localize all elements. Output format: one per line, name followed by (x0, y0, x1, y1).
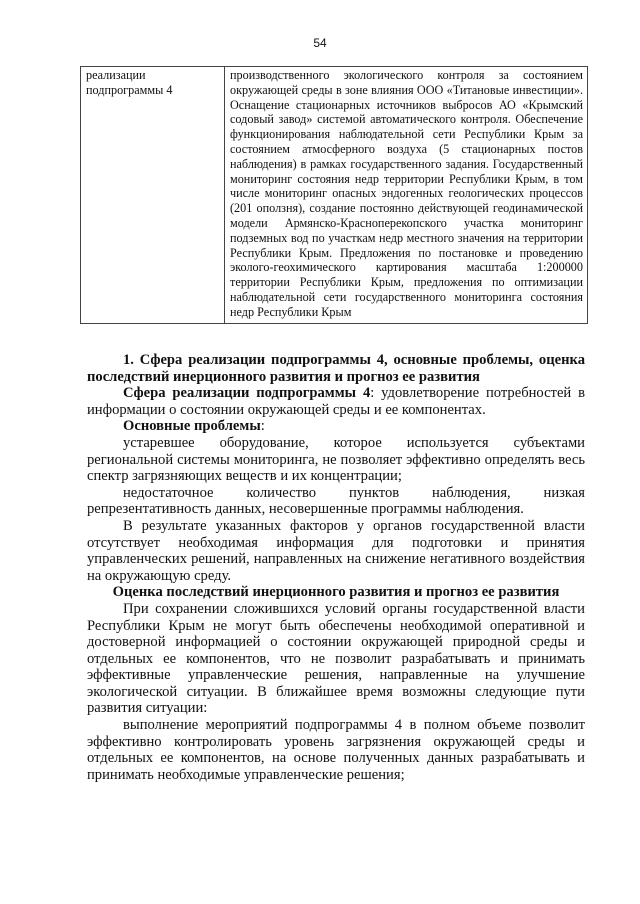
table-row (81, 67, 588, 324)
sphere-paragraph (87, 385, 585, 418)
sphere-label: Сфера реализации подпрограммы 4 (123, 385, 371, 402)
problem-item-2: недостаточное количество пунктов наблюдения, низкая репрезентативность данных, несовершенные программы наблюдения. (87, 484, 585, 518)
path-item-1: выполнение мероприятий подпрограммы 4 в полном объеме позволит эффективно контролировать уровень загрязнения окружающей среды и отдельных ее компонентов, на основе полученных данных разрабатывать и принимать необходимые управленческие решения; (87, 717, 585, 783)
forecast-heading: Оценка последствий инерционного развития и прогноз ее развития (112, 584, 560, 601)
problems-paragraph (87, 418, 585, 435)
section-heading: 1. Сфера реализации подпрограммы 4, основные проблемы, оценка последствий инерционного развития и прогноз ее развития (87, 352, 585, 385)
section-body (87, 352, 585, 783)
table-cell-content: производственного экологического контроля за состоянием окружающей среды в зоне влияния ООО «Титановые инвестиции». Оснащение стационарных источников выбросов АО «Крымский содовый завод» системой автоматического контроля. Обеспечение функционирования наблюдательной сети Республики Крым за состоянием атмосферного воздуха (5 стационарных постов наблюдения) в рамках государственного задания. Государственный мониторинг состояния недр территории Республики Крым, в том числе мониторинг опасных эндогенных геологических процессов (201 оползня), создание постоянно действующей геодинамической модели Армянско-Красноперекопского участка мониторинг подземных вод по участкам недр местного значения на территории Республики Крым. Предложения по постановке и проведению эколого-геохимического картирования масштаба 1:200000 территории Республики Крым, предложения по оптимизации наблюдательной сети государственного мониторинга состояния недр Республики Крым (225, 67, 588, 324)
subprogram-table (80, 66, 588, 324)
problems-label: Основные проблемы (123, 418, 261, 435)
problem-item-1: устаревшее оборудование, которое используется субъектами региональной системы мониторинга, не позволяет эффективно определять весь спектр загрязняющих веществ и их концентрации; (87, 434, 585, 485)
sphere-text: : удовлетворение потребностей в информации о состоянии окружающей среды и ее компонентах. (87, 385, 585, 418)
page-number: 54 (313, 36, 327, 50)
problems-colon: : (260, 418, 265, 435)
forecast-paragraph: При сохранении сложившихся условий органы государственной власти Республики Крым не могут быть обеспечены необходимой оперативной и достоверной информацией о состоянии окружающей природной среды и отдельных ее компонентов, что не позволит разрабатывать и принимать эффективные управленческие решения, направленные на улучшение экологической ситуации. В ближайшее время возможны следующие пути развития ситуации: (87, 600, 585, 717)
table-cell-label: реализации подпрограммы 4 (81, 67, 225, 324)
result-paragraph: В результате указанных факторов у органов государственной власти отсутствует необходимая информация для подготовки и принятия управленческих решений, направленных на снижение негативного воздействия на окружающую среду. (87, 517, 585, 584)
